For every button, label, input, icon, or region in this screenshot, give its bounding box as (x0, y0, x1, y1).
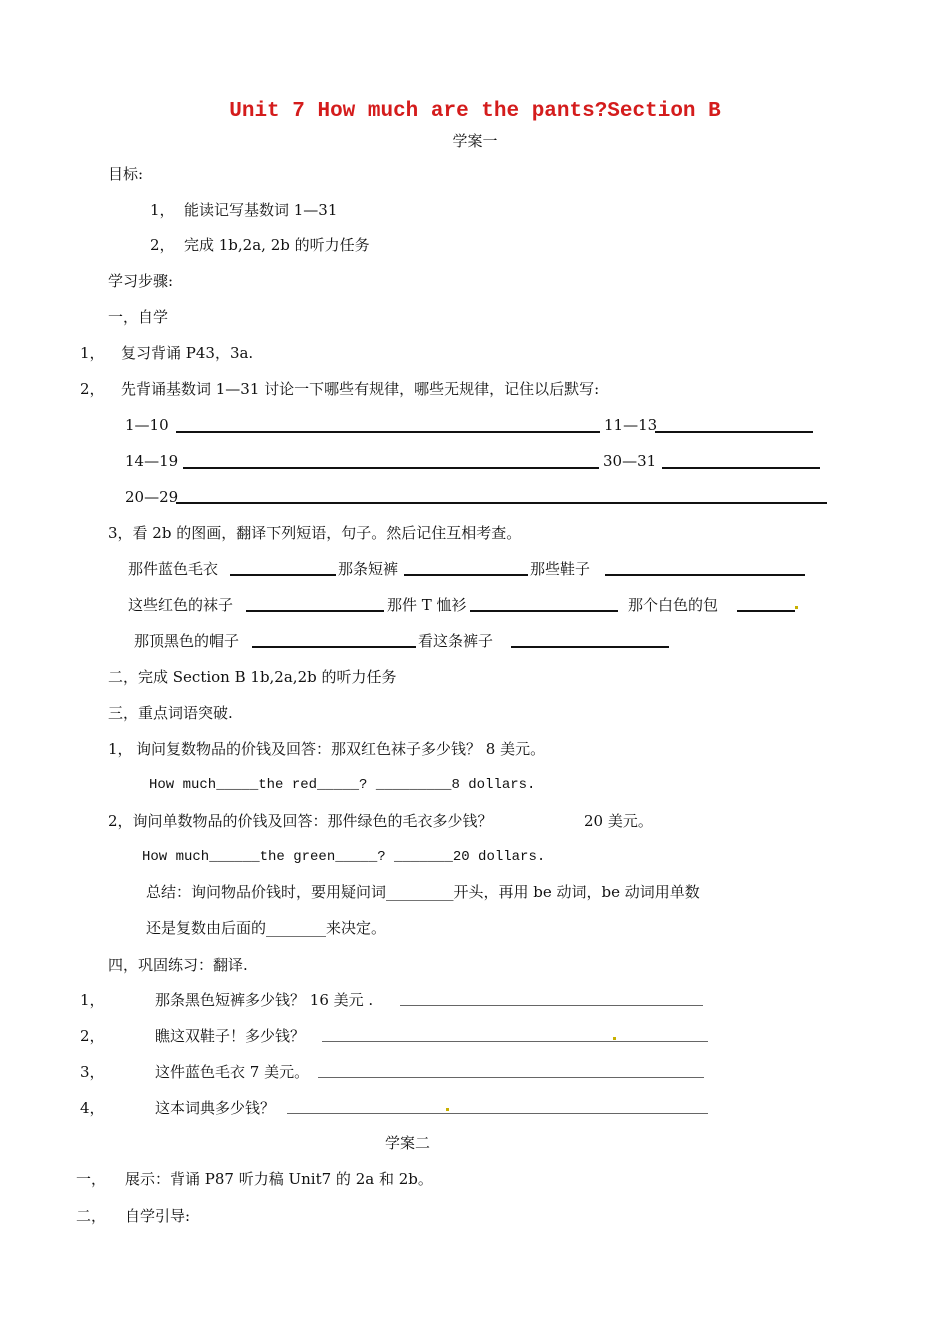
exercise-1-text: 那条黑色短裤多少钱？ 16 美元 . (155, 991, 374, 1009)
phrase-blue-sweater-blank[interactable] (230, 574, 336, 576)
part3-q2-text: 2，询问单数物品的价钱及回答：那件绿色的毛衣多少钱？ (108, 812, 493, 830)
part1-item2-text: 先背诵基数词 1—31 讨论一下哪些有规律，哪些无规律，记住以后默写: (121, 380, 600, 398)
part1-item1-text: 复习背诵 P43，3a. (121, 344, 254, 362)
section2-item2-number: 二， (76, 1207, 107, 1225)
range-20-29-label: 20—29 (125, 488, 179, 506)
range-14-19-label: 14—19 (125, 452, 179, 470)
steps-label: 学习步骤: (108, 272, 174, 290)
range-1-10-blank[interactable] (176, 431, 600, 433)
range-20-29-blank[interactable] (176, 502, 827, 504)
exercise-4-text: 这本词典多少钱？ (155, 1099, 276, 1117)
phrase-black-hat-blank[interactable] (252, 646, 416, 648)
document-title: Unit 7 How much are the pants?Section B (229, 100, 721, 123)
exercise-3-text: 这件蓝色毛衣 7 美元。 (155, 1063, 310, 1081)
goal-1-text: 能读记写基数词 1—31 (184, 201, 338, 219)
part3-q1-english[interactable]: How much_____the red_____? _________8 dollars. (149, 777, 536, 793)
part4-heading: 四，巩固练习：翻译. (108, 956, 248, 974)
phrase-blue-sweater: 那件蓝色毛衣 (128, 560, 219, 578)
summary-line-1: 总结：询问物品价钱时，要用疑问词_________开头，再用 be 动词，be 动词用单数 (146, 883, 700, 901)
exercise-3-blank[interactable] (318, 1077, 704, 1078)
exercise-4-number: 4， (80, 1099, 105, 1117)
exercise-2-blank[interactable] (322, 1041, 708, 1042)
phrase-tshirt: 那件 T 恤衫 (387, 596, 467, 614)
exercise-4-blank[interactable] (287, 1113, 708, 1114)
range-11-13-blank[interactable] (655, 431, 813, 433)
part1-item3-text: 3，看 2b 的图画，翻译下列短语，句子。然后记住互相考查。 (108, 524, 522, 542)
phrase-look-pants-blank[interactable] (511, 646, 669, 648)
phrase-white-bag-blank[interactable] (737, 610, 795, 612)
range-1-10-label: 1—10 (125, 416, 169, 434)
range-14-19-blank[interactable] (183, 467, 599, 469)
ink-speck (613, 1037, 616, 1040)
part1-heading: 一，自学 (108, 308, 169, 326)
part3-q2-answer: 20 美元。 (584, 812, 653, 830)
part3-q2-english[interactable]: How much______the green_____? _______20 dollars. (142, 849, 546, 865)
section2-item1-text: 展示：背诵 P87 听力稿 Unit7 的 2a 和 2b。 (125, 1170, 433, 1188)
range-11-13-label: 11—13 (604, 416, 658, 434)
phrase-shoes-blank[interactable] (605, 574, 805, 576)
phrase-red-socks: 这些红色的袜子 (128, 596, 234, 614)
worksheet-subtitle: 学案一 (452, 132, 498, 150)
part3-heading: 三，重点词语突破. (108, 704, 233, 722)
phrase-red-socks-blank[interactable] (246, 610, 384, 612)
goal-2-text: 完成 1b,2a, 2b 的听力任务 (184, 236, 370, 254)
section2-item1-number: 一， (76, 1170, 107, 1188)
part1-item2-number: 2， (80, 380, 105, 398)
phrase-shorts-blank[interactable] (404, 574, 528, 576)
part2-heading: 二，完成 Section B 1b,2a,2b 的听力任务 (108, 668, 397, 686)
phrase-shoes: 那些鞋子 (530, 560, 591, 578)
exercise-3-number: 3， (80, 1063, 105, 1081)
phrase-shorts: 那条短裤 (338, 560, 399, 578)
ink-speck (795, 606, 798, 609)
goals-label: 目标: (108, 165, 144, 183)
phrase-black-hat: 那顶黑色的帽子 (134, 632, 240, 650)
exercise-2-text: 瞧这双鞋子！多少钱？ (155, 1027, 306, 1045)
part1-item1-number: 1， (80, 344, 105, 362)
goal-1-number: 1， (150, 201, 175, 219)
exercise-1-blank[interactable] (400, 1005, 703, 1006)
phrase-white-bag: 那个白色的包 (628, 596, 719, 614)
part3-q1-number: 1， (108, 740, 133, 758)
part3-q1-text: 询问复数物品的价钱及回答：那双红色袜子多少钱？ 8 美元。 (136, 740, 546, 758)
exercise-1-number: 1， (80, 991, 105, 1009)
summary-line-2: 还是复数由后面的________来决定。 (146, 919, 387, 937)
goal-2-number: 2， (150, 236, 175, 254)
range-30-31-blank[interactable] (662, 467, 820, 469)
section2-item2-text: 自学引导: (125, 1207, 191, 1225)
ink-speck (446, 1108, 449, 1111)
exercise-2-number: 2， (80, 1027, 105, 1045)
range-30-31-label: 30—31 (603, 452, 657, 470)
section2-title: 学案二 (385, 1134, 431, 1152)
phrase-tshirt-blank[interactable] (470, 610, 618, 612)
phrase-look-pants: 看这条裤子 (418, 632, 494, 650)
